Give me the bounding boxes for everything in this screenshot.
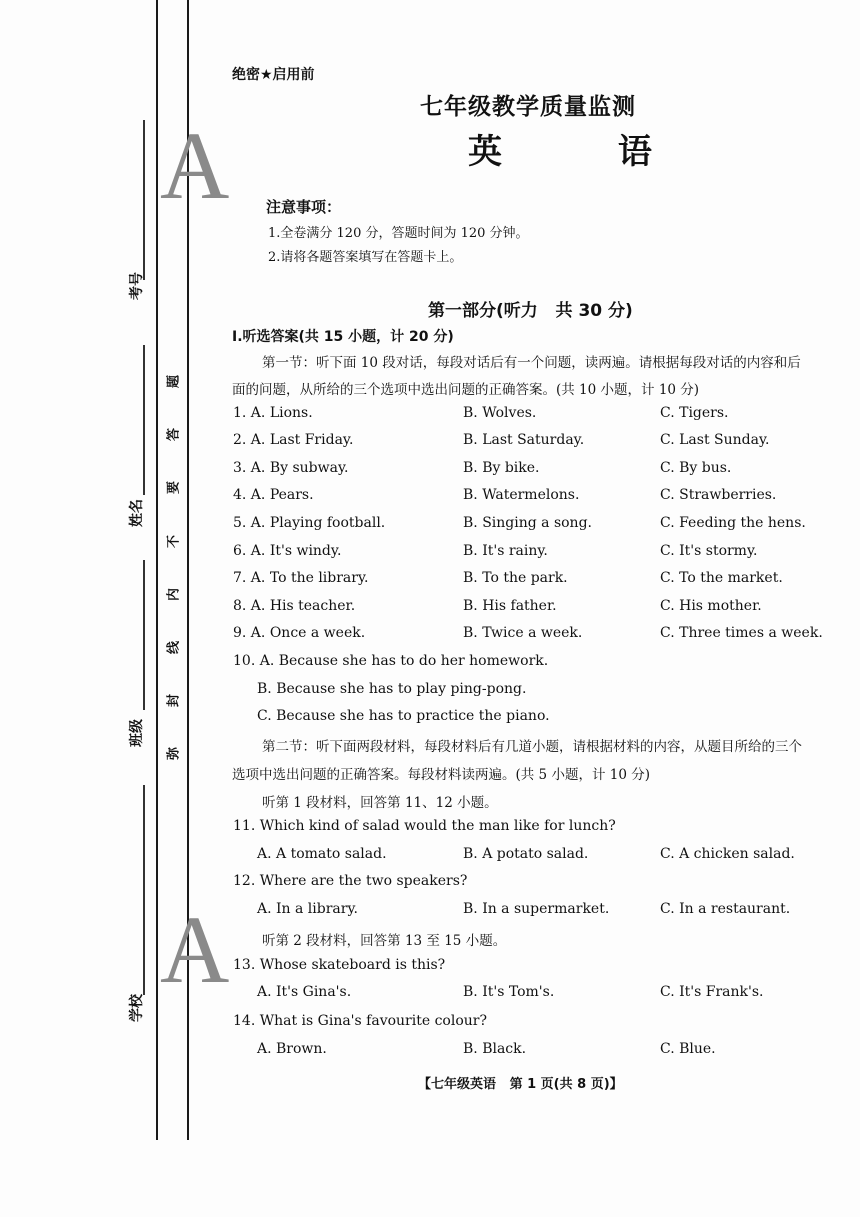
question-option-c: C. It's stormy.	[660, 543, 758, 559]
question-option-c: C. By bus.	[660, 460, 732, 476]
q10-option-c: C. Because she has to practice the piano.	[257, 708, 550, 724]
section2-instructions-line1: 第二节：听下面两段材料，每段材料后有几道小题，请根据材料的内容，从题目所给的三个	[262, 739, 802, 755]
q14-option-b: B. Black.	[463, 1041, 527, 1057]
material2-note: 听第 2 段材料，回答第 13 至 15 小题。	[262, 933, 507, 949]
subject-title: 英 语	[468, 132, 704, 172]
question-option-c: C. His mother.	[660, 598, 762, 614]
q13-stem: 13. Whose skateboard is this?	[233, 957, 446, 973]
question-option-b: B. Wolves.	[463, 405, 537, 421]
section1-instructions-line2: 面的问题，从所给的三个选项中选出问题的正确答案。(共 10 小题，计 10 分)	[232, 382, 700, 398]
question-option-b: B. It's rainy.	[463, 543, 548, 559]
notice-item: 2.请将各题答案填写在答题卡上。	[268, 250, 463, 265]
question-option-a: 4. A. Pears.	[233, 487, 314, 503]
question-option-b: B. Watermelons.	[463, 487, 580, 503]
question-option-a: 1. A. Lions.	[233, 405, 313, 421]
question-option-a: 8. A. His teacher.	[233, 598, 356, 614]
watermark-letter-top: A	[160, 112, 230, 219]
name-label: 姓名	[129, 499, 145, 527]
question-option-c: C. Strawberries.	[660, 487, 777, 503]
q13-option-c: C. It's Frank's.	[660, 984, 764, 1000]
seal-char: 封	[166, 694, 182, 708]
question-option-b: B. Last Saturday.	[463, 432, 585, 448]
question-option-c: C. Tigers.	[660, 405, 729, 421]
question-option-a: 6. A. It's windy.	[233, 543, 342, 559]
seal-char: 题	[166, 375, 182, 389]
material1-note: 听第 1 段材料，回答第 11、12 小题。	[262, 795, 498, 811]
seal-char: 内	[166, 588, 182, 602]
notice-heading: 注意事项：	[266, 198, 342, 216]
notice-item: 1.全卷满分 120 分，答题时间为 120 分钟。	[268, 226, 529, 241]
q12-option-a: A. In a library.	[257, 901, 358, 917]
q13-option-a: A. It's Gina's.	[257, 984, 352, 1000]
page-footer: 【七年级英语 第 1 页(共 8 页)】	[418, 1077, 623, 1092]
q11-option-b: B. A potato salad.	[463, 846, 589, 862]
watermark-letter-bottom: A	[160, 896, 230, 1003]
q11-stem: 11. Which kind of salad would the man like for lunch?	[233, 818, 616, 834]
exam-number-label: 考号	[129, 272, 145, 300]
question-option-c: C. Three times a week.	[660, 625, 823, 641]
seal-char: 要	[166, 481, 182, 495]
seal-char: 线	[166, 641, 182, 655]
q10-option-b: B. Because she has to play ping-pong.	[257, 681, 527, 697]
school-line	[143, 785, 145, 995]
section-heading: Ⅰ.听选答案(共 15 小题，计 20 分)	[232, 329, 454, 345]
question-option-a: 7. A. To the library.	[233, 570, 369, 586]
question-option-c: C. To the market.	[660, 570, 783, 586]
q13-option-b: B. It's Tom's.	[463, 984, 555, 1000]
section2-instructions-line2: 选项中选出问题的正确答案。每段材料读两遍。(共 5 小题，计 10 分)	[232, 767, 650, 783]
seal-char: 不	[166, 535, 182, 549]
q12-option-b: B. In a supermarket.	[463, 901, 610, 917]
question-option-b: B. His father.	[463, 598, 557, 614]
question-option-b: B. Singing a song.	[463, 515, 592, 531]
q12-option-c: C. In a restaurant.	[660, 901, 791, 917]
section1-instructions-line1: 第一节：听下面 10 段对话，每段对话后有一个问题，读两遍。请根据每段对话的内容和后	[262, 355, 801, 371]
q14-stem: 14. What is Gina's favourite colour?	[233, 1013, 487, 1029]
part1-title: 第一部分(听力 共 30 分)	[428, 301, 633, 321]
q10-option-a: 10. A. Because she has to do her homework.	[233, 653, 549, 669]
name-line	[143, 345, 145, 495]
school-label: 学校	[129, 994, 145, 1022]
seal-char: 答	[166, 428, 182, 442]
question-option-a: 5. A. Playing football.	[233, 515, 386, 531]
question-option-b: B. To the park.	[463, 570, 568, 586]
question-option-b: B. By bike.	[463, 460, 540, 476]
q14-option-a: A. Brown.	[257, 1041, 327, 1057]
question-option-c: C. Feeding the hens.	[660, 515, 806, 531]
q14-option-c: C. Blue.	[660, 1041, 716, 1057]
confidential-mark: 绝密★启用前	[232, 67, 315, 83]
q11-option-c: C. A chicken salad.	[660, 846, 795, 862]
question-option-a: 2. A. Last Friday.	[233, 432, 354, 448]
question-option-a: 3. A. By subway.	[233, 460, 349, 476]
question-option-c: C. Last Sunday.	[660, 432, 770, 448]
class-line	[143, 560, 145, 710]
question-option-b: B. Twice a week.	[463, 625, 583, 641]
exam-title: 七年级教学质量监测	[420, 94, 636, 120]
binding-line-outer	[156, 0, 158, 1140]
question-option-a: 9. A. Once a week.	[233, 625, 366, 641]
seal-char: 弥	[166, 747, 182, 761]
exam-number-line	[143, 120, 145, 280]
class-label: 班级	[129, 719, 145, 747]
q11-option-a: A. A tomato salad.	[257, 846, 387, 862]
q12-stem: 12. Where are the two speakers?	[233, 873, 468, 889]
